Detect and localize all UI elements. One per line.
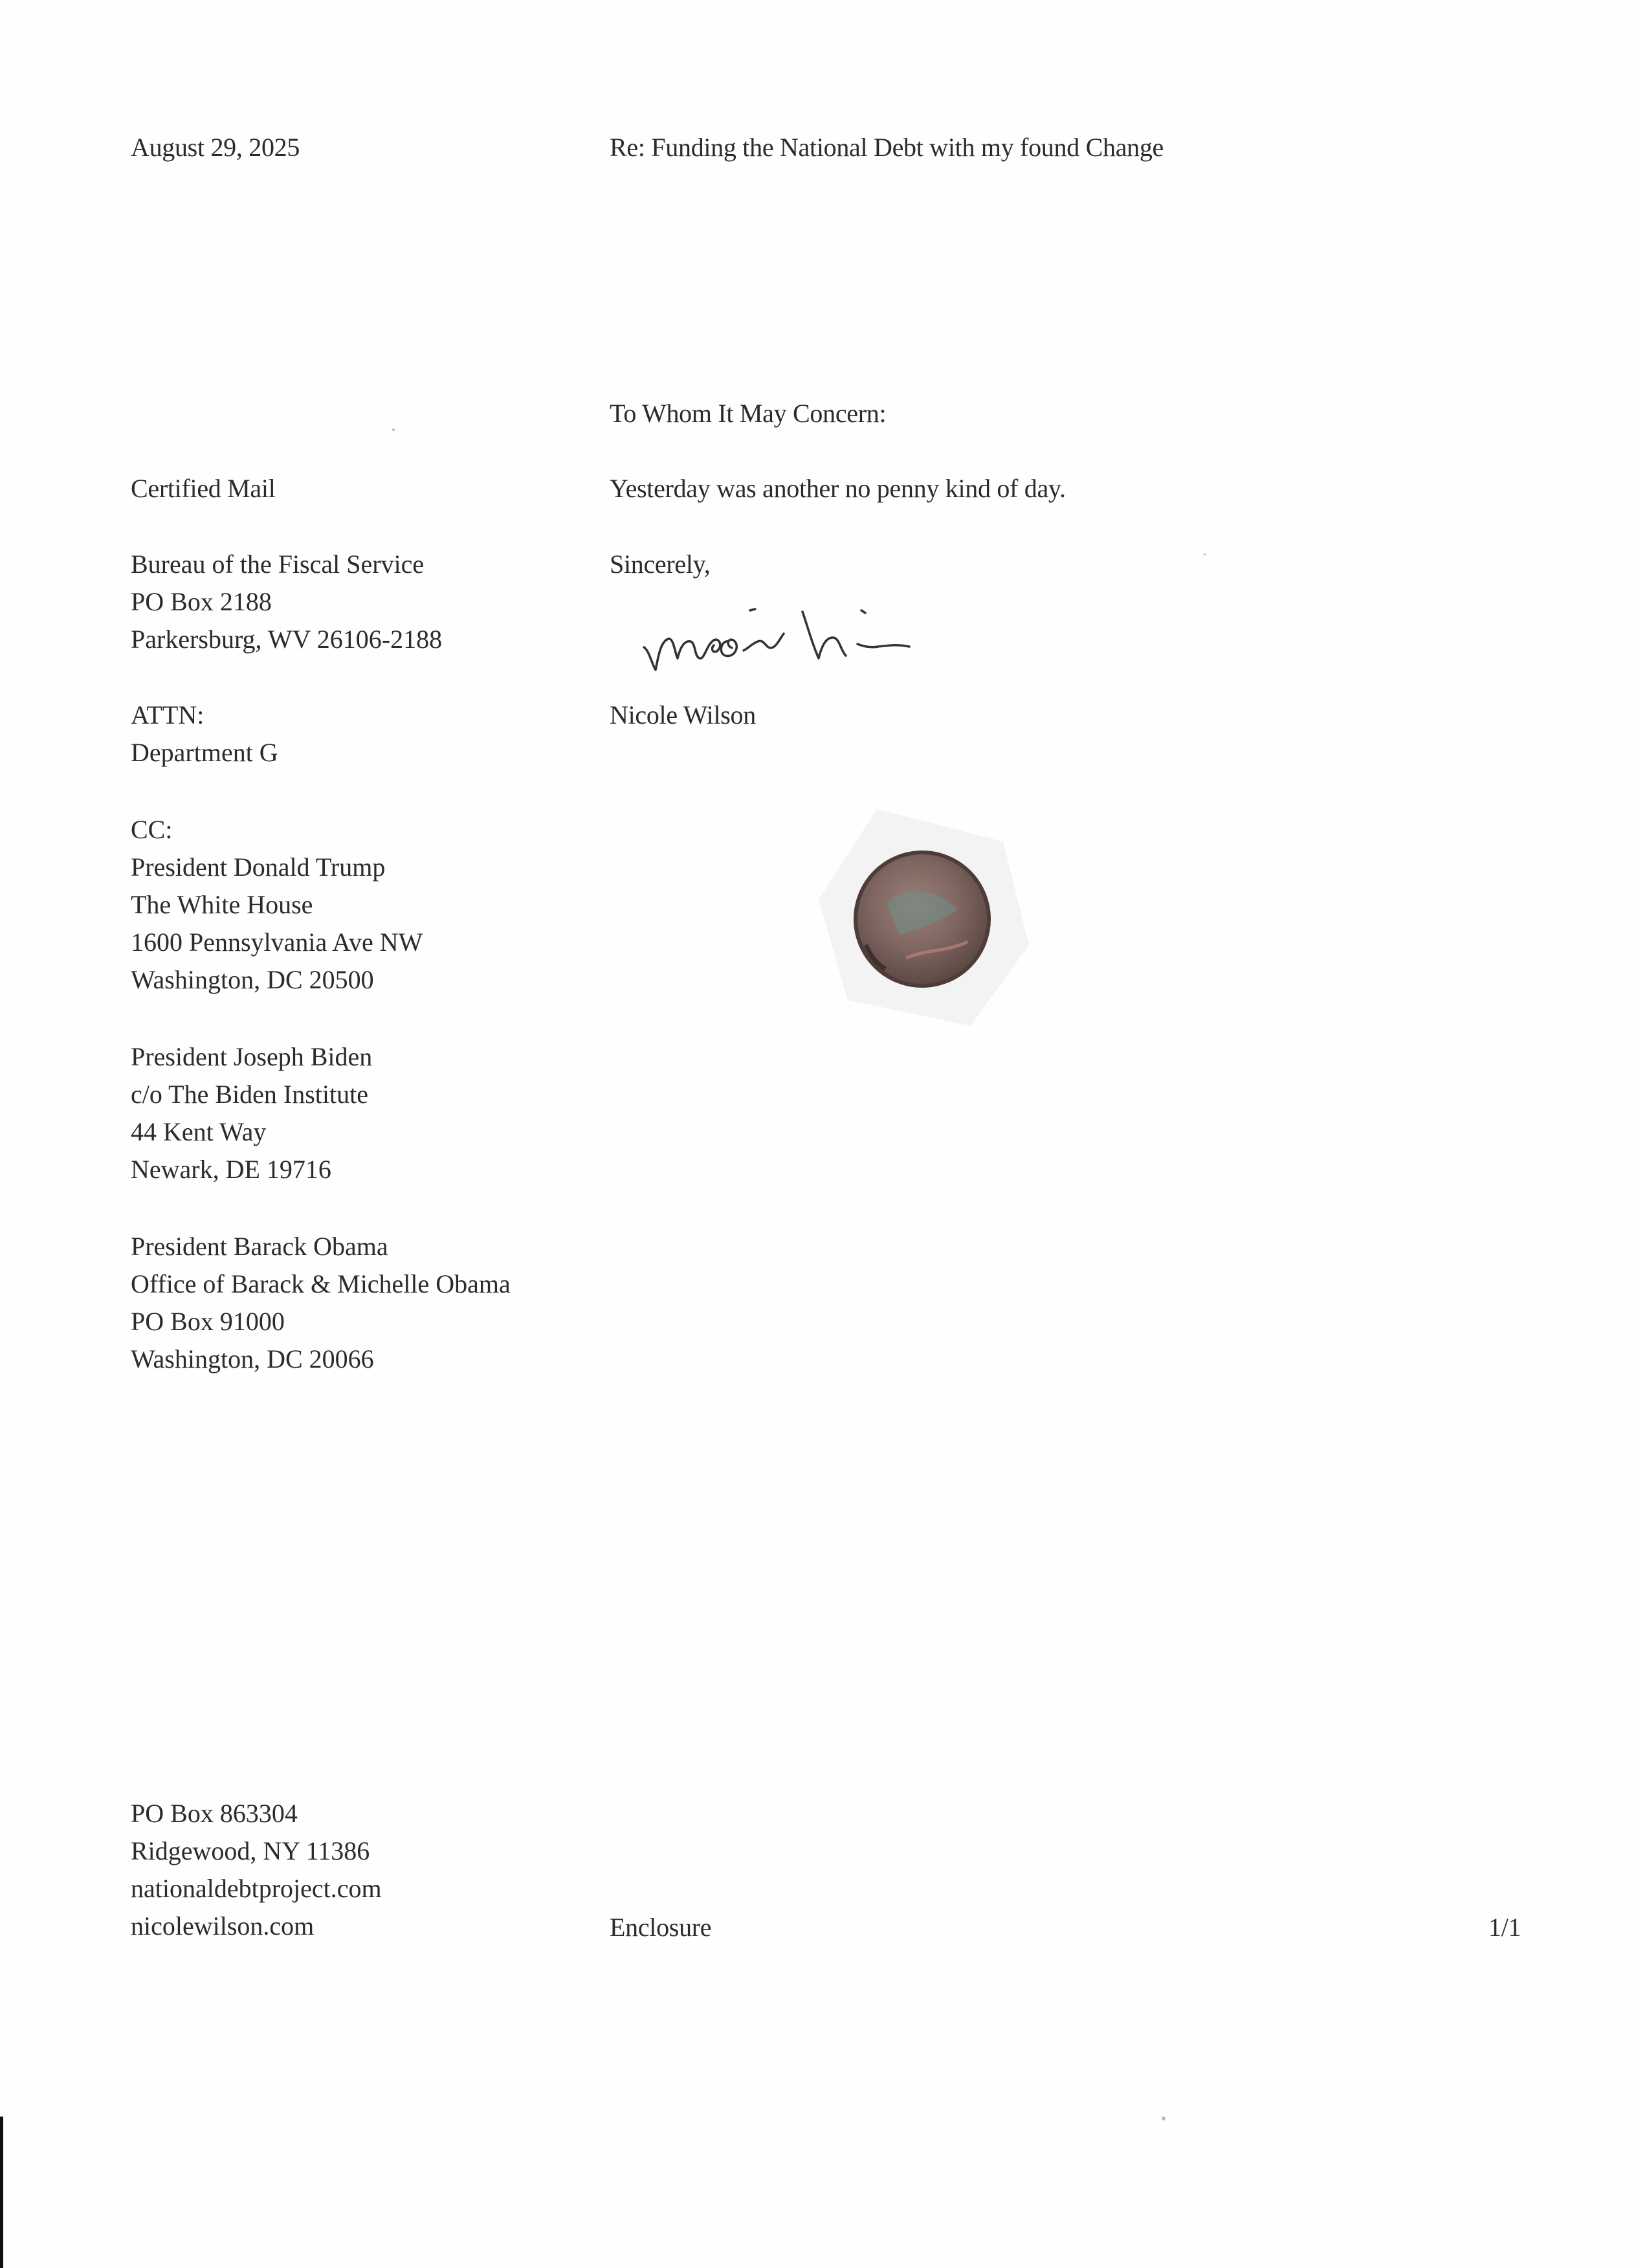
closing: Sincerely, <box>610 550 711 579</box>
cc-trump-block <box>131 811 423 999</box>
cc-line: Office of Barack & Michelle Obama <box>131 1269 511 1298</box>
scan-speck <box>1162 2117 1166 2120</box>
salutation: To Whom It May Concern: <box>610 399 887 428</box>
cc-line: Washington, DC 20500 <box>131 965 374 994</box>
cc-line: 1600 Pennsylvania Ave NW <box>131 928 423 957</box>
cc-line: c/o The Biden Institute <box>131 1080 368 1109</box>
sender-line: Ridgewood, NY 11386 <box>131 1836 370 1865</box>
sender-website: nicolewilson.com <box>131 1911 315 1940</box>
sender-line: PO Box 863304 <box>131 1799 298 1828</box>
addressee-block <box>131 546 442 658</box>
signer-name: Nicole Wilson <box>610 700 756 729</box>
scan-speck <box>1204 553 1206 555</box>
cc-line: Newark, DE 19716 <box>131 1155 331 1184</box>
sender-website: nationaldebtproject.com <box>131 1874 382 1903</box>
cc-line: PO Box 91000 <box>131 1307 285 1336</box>
sender-address-block <box>131 1795 382 1945</box>
cc-label: CC: <box>131 815 173 844</box>
scan-speck <box>392 428 395 431</box>
scan-edge-mark <box>0 2117 3 2268</box>
cc-line: President Barack Obama <box>131 1232 388 1261</box>
addressee-line: PO Box 2188 <box>131 587 272 616</box>
mailing-method: Certified Mail <box>131 474 276 503</box>
letter-body: Yesterday was another no penny kind of day. <box>610 474 1066 503</box>
cc-line: President Donald Trump <box>131 852 386 882</box>
taped-coin-image <box>809 806 1042 1029</box>
handwritten-signature <box>637 586 935 683</box>
addressee-line: Bureau of the Fiscal Service <box>131 550 425 579</box>
cc-line: The White House <box>131 890 313 919</box>
enclosure-note: Enclosure <box>610 1913 712 1942</box>
page-number: 1/1 <box>1488 1913 1521 1942</box>
attn-value: Department G <box>131 738 278 767</box>
cc-line: Washington, DC 20066 <box>131 1344 374 1373</box>
cc-line: 44 Kent Way <box>131 1117 267 1146</box>
letter-subject: Re: Funding the National Debt with my found Change <box>610 133 1164 162</box>
attn-label: ATTN: <box>131 700 204 729</box>
addressee-line: Parkersburg, WV 26106-2188 <box>131 625 443 654</box>
attention-block <box>131 696 278 772</box>
cc-biden-block <box>131 1038 372 1188</box>
cc-obama-block <box>131 1228 511 1378</box>
letter-date: August 29, 2025 <box>131 133 300 162</box>
cc-line: President Joseph Biden <box>131 1042 373 1071</box>
